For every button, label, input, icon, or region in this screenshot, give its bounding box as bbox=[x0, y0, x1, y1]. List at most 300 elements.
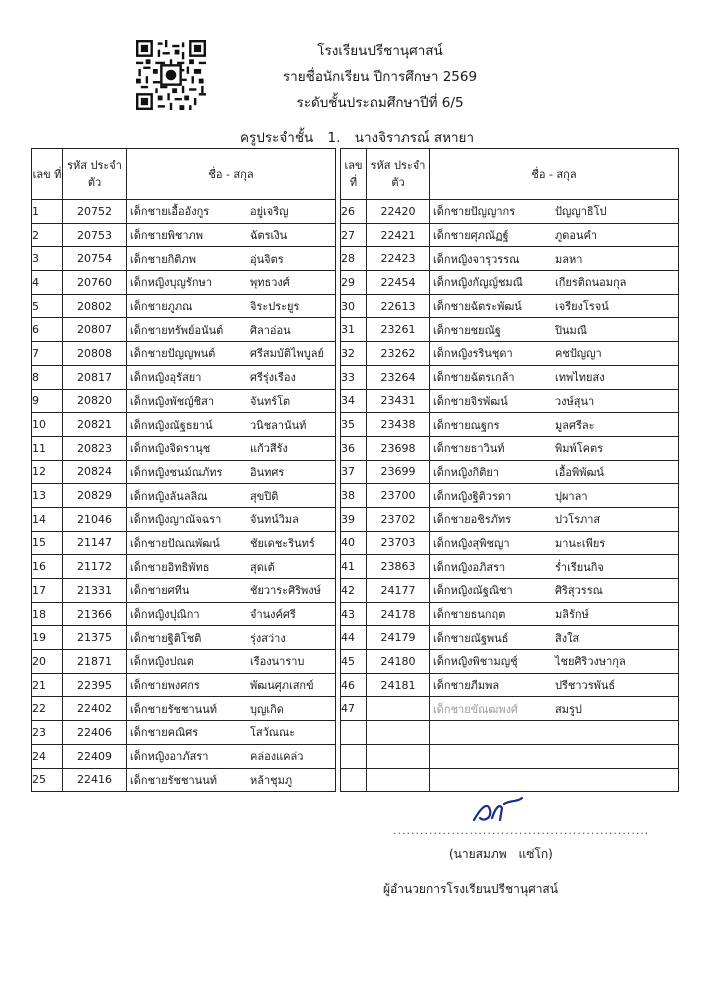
student-number: 31 bbox=[341, 318, 367, 342]
student-number: 11 bbox=[32, 436, 63, 460]
student-first-name: เด็กหญิงณัฐณิชา bbox=[433, 584, 513, 598]
col-header-code: รหัส ประจำตัว bbox=[367, 149, 430, 200]
student-name bbox=[430, 294, 679, 318]
student-number: 38 bbox=[341, 484, 367, 508]
student-last-name: ปวโรภาส bbox=[555, 513, 601, 527]
table-row bbox=[341, 318, 679, 342]
student-name bbox=[127, 768, 336, 792]
student-code: 22421 bbox=[367, 223, 430, 247]
student-code: 23700 bbox=[367, 484, 430, 508]
student-last-name: อินทศร bbox=[250, 465, 285, 479]
student-name bbox=[127, 673, 336, 697]
student-number: 27 bbox=[341, 223, 367, 247]
student-first-name: เด็กชายภีมพล bbox=[433, 679, 500, 693]
student-code bbox=[367, 744, 430, 768]
student-code: 23261 bbox=[367, 318, 430, 342]
student-last-name: ชัยวาระศิริพงษ์ bbox=[250, 584, 321, 598]
student-number: 40 bbox=[341, 531, 367, 555]
student-last-name: เกียรติถนอมกุล bbox=[555, 276, 627, 290]
student-first-name: เด็กชายรัชชานนท์ bbox=[130, 702, 217, 716]
student-first-name: เด็กชายฐิติโชติ bbox=[130, 631, 202, 645]
student-last-name: จิระประยูร bbox=[250, 300, 300, 314]
student-name bbox=[430, 507, 679, 531]
student-first-name: เด็กหญิงฐิติวรดา bbox=[433, 489, 512, 503]
student-name bbox=[430, 200, 679, 224]
student-last-name: สุดเต้ bbox=[250, 560, 275, 574]
student-first-name: เด็กหญิงญาณัจฉรา bbox=[130, 513, 222, 527]
table-row bbox=[341, 697, 679, 721]
student-number: 14 bbox=[32, 507, 63, 531]
table-row bbox=[341, 602, 679, 626]
student-first-name: เด็กชายปัญญพนต์ bbox=[130, 347, 216, 361]
student-name bbox=[127, 413, 336, 437]
student-code: 22454 bbox=[367, 271, 430, 295]
table-row bbox=[341, 389, 679, 413]
student-first-name: เด็กชายภูภณ bbox=[130, 300, 193, 314]
student-number: 17 bbox=[32, 579, 63, 603]
student-number: 10 bbox=[32, 413, 63, 437]
student-first-name: เด็กหญิงณัฐธยาน์ bbox=[130, 418, 213, 432]
student-name bbox=[127, 200, 336, 224]
student-last-name: ไชยศิริวงษากุล bbox=[555, 655, 626, 669]
table-row bbox=[341, 555, 679, 579]
student-number: 39 bbox=[341, 507, 367, 531]
student-name bbox=[430, 342, 679, 366]
student-last-name: สมรูป bbox=[555, 702, 582, 716]
student-first-name: เด็กชายณัฐพนธ์ bbox=[433, 631, 509, 645]
student-last-name: ศรีสมบัติไพบูลย์ bbox=[250, 347, 324, 361]
student-code: 20802 bbox=[63, 294, 127, 318]
class-level: ระดับชั้นประถมศึกษาปีที่ 6/5 bbox=[296, 95, 464, 111]
student-code: 21375 bbox=[63, 626, 127, 650]
student-first-name: เด็กหญิงอุรัสยา bbox=[130, 371, 202, 385]
list-title: รายชื่อนักเรียน ปีการศึกษา 2569 bbox=[282, 69, 478, 85]
student-name bbox=[127, 318, 336, 342]
teacher-number: 1. bbox=[327, 130, 341, 146]
table-row bbox=[341, 223, 679, 247]
student-number: 25 bbox=[32, 768, 63, 792]
student-number: 13 bbox=[32, 484, 63, 508]
table-row bbox=[32, 294, 336, 318]
student-name bbox=[127, 744, 336, 768]
student-first-name: เด็กชายรัชชานนท์ bbox=[130, 773, 217, 787]
student-name bbox=[127, 294, 336, 318]
student-code: 21871 bbox=[63, 650, 127, 674]
student-last-name: ฉัตรเงิน bbox=[250, 229, 288, 243]
table-row bbox=[341, 271, 679, 295]
student-first-name: เด็กหญิงปณต bbox=[130, 655, 194, 669]
student-number: 2 bbox=[32, 223, 63, 247]
student-last-name: ศิลาอ่อน bbox=[250, 323, 291, 337]
table-row bbox=[341, 744, 679, 768]
student-code: 21331 bbox=[63, 579, 127, 603]
student-name bbox=[430, 555, 679, 579]
student-code: 20752 bbox=[63, 200, 127, 224]
roster-table-right bbox=[340, 148, 679, 792]
student-number: 41 bbox=[341, 555, 367, 579]
student-code: 23698 bbox=[367, 436, 430, 460]
student-code: 23702 bbox=[367, 507, 430, 531]
student-name bbox=[127, 721, 336, 745]
student-number bbox=[341, 768, 367, 792]
student-code: 20821 bbox=[63, 413, 127, 437]
student-number: 45 bbox=[341, 650, 367, 674]
student-code: 21172 bbox=[63, 555, 127, 579]
student-code: 22409 bbox=[63, 744, 127, 768]
student-first-name: เด็กหญิงบุญรักษา bbox=[130, 276, 212, 290]
student-number: 46 bbox=[341, 673, 367, 697]
student-name bbox=[430, 223, 679, 247]
table-row bbox=[341, 626, 679, 650]
roster-table-left bbox=[31, 148, 336, 792]
student-first-name: เด็กหญิงสุพิชญา bbox=[433, 536, 510, 550]
student-code: 21046 bbox=[63, 507, 127, 531]
student-first-name: เด็กชายธาวินท์ bbox=[433, 442, 505, 456]
student-number: 33 bbox=[341, 365, 367, 389]
student-name bbox=[430, 744, 679, 768]
student-code: 22423 bbox=[367, 247, 430, 271]
student-number: 12 bbox=[32, 460, 63, 484]
student-code: 20820 bbox=[63, 389, 127, 413]
student-number: 28 bbox=[341, 247, 367, 271]
table-row bbox=[32, 697, 336, 721]
student-last-name: ร่ำเรียนกิจ bbox=[555, 560, 604, 574]
table-row bbox=[32, 507, 336, 531]
table-row bbox=[32, 318, 336, 342]
table-row bbox=[341, 721, 679, 745]
table-row bbox=[32, 650, 336, 674]
student-name bbox=[430, 531, 679, 555]
teacher-label: ครูประจำชั้น bbox=[240, 130, 314, 146]
student-first-name: เด็กชายจิรพัฒน์ bbox=[433, 394, 508, 408]
student-code: 24177 bbox=[367, 579, 430, 603]
student-code: 20808 bbox=[63, 342, 127, 366]
student-last-name: คล่องแคล่ว bbox=[250, 750, 304, 764]
student-name bbox=[430, 365, 679, 389]
student-code: 23863 bbox=[367, 555, 430, 579]
student-number: 5 bbox=[32, 294, 63, 318]
student-last-name: ชัยเดชะรินทร์ bbox=[250, 536, 315, 550]
student-code: 20817 bbox=[63, 365, 127, 389]
student-code: 20829 bbox=[63, 484, 127, 508]
student-last-name: พิมพ์โคตร bbox=[555, 442, 604, 456]
student-first-name: เด็กชายทรัพย์อนันต์ bbox=[130, 323, 224, 337]
table-row bbox=[32, 626, 336, 650]
student-last-name: เอื้อพิพัฒน์ bbox=[555, 465, 604, 479]
table-row bbox=[32, 365, 336, 389]
student-name bbox=[430, 271, 679, 295]
student-last-name: สุขปิติ bbox=[250, 489, 279, 503]
table-row bbox=[32, 460, 336, 484]
student-last-name: เรืองนาราบ bbox=[250, 655, 305, 669]
student-code: 23431 bbox=[367, 389, 430, 413]
student-number: 36 bbox=[341, 436, 367, 460]
student-first-name: เด็กชายอิทธิพัทธ bbox=[130, 560, 210, 574]
student-name bbox=[127, 271, 336, 295]
student-first-name: เด็กหญิงชนม์ณภัทร bbox=[130, 465, 223, 479]
student-last-name: บุญเกิด bbox=[250, 702, 284, 716]
table-row bbox=[341, 531, 679, 555]
student-code: 24180 bbox=[367, 650, 430, 674]
table-row bbox=[32, 579, 336, 603]
signature-mark bbox=[470, 796, 530, 826]
student-name bbox=[127, 460, 336, 484]
student-name bbox=[430, 673, 679, 697]
student-number: 34 bbox=[341, 389, 367, 413]
student-first-name: เด็กชายศุภณัฏฐ์ bbox=[433, 229, 509, 243]
student-number: 43 bbox=[341, 602, 367, 626]
student-last-name: อุ่นจิตร bbox=[250, 252, 284, 266]
table-row bbox=[32, 484, 336, 508]
table-row bbox=[341, 579, 679, 603]
student-code: 23703 bbox=[367, 531, 430, 555]
student-name bbox=[127, 247, 336, 271]
student-number: 7 bbox=[32, 342, 63, 366]
student-name bbox=[127, 389, 336, 413]
student-number: 42 bbox=[341, 579, 367, 603]
table-row bbox=[341, 460, 679, 484]
student-first-name: เด็กชายฉัตรเกล้า bbox=[433, 371, 515, 385]
student-number: 9 bbox=[32, 389, 63, 413]
student-code: 22416 bbox=[63, 768, 127, 792]
student-last-name: มลิรักษ์ bbox=[555, 608, 589, 622]
signature-line: ......................................................... bbox=[393, 824, 650, 837]
student-code: 23699 bbox=[367, 460, 430, 484]
col-header-no: เลข ที่ bbox=[341, 149, 367, 200]
student-name bbox=[127, 342, 336, 366]
col-header-code: รหัส ประจำตัว bbox=[63, 149, 127, 200]
table-row bbox=[32, 436, 336, 460]
student-number: 29 bbox=[341, 271, 367, 295]
student-first-name: เด็กชายศทีน bbox=[130, 584, 190, 598]
student-last-name: วงษ์สุนา bbox=[555, 394, 595, 408]
student-number bbox=[341, 721, 367, 745]
student-name bbox=[127, 223, 336, 247]
student-number: 3 bbox=[32, 247, 63, 271]
student-first-name: เด็กชายธนกฤต bbox=[433, 608, 506, 622]
table-row bbox=[341, 507, 679, 531]
student-name bbox=[127, 579, 336, 603]
table-row bbox=[341, 342, 679, 366]
table-row bbox=[32, 555, 336, 579]
table-row bbox=[341, 650, 679, 674]
student-first-name: เด็กหญิงรรินชุดา bbox=[433, 347, 513, 361]
student-number: 6 bbox=[32, 318, 63, 342]
student-name bbox=[127, 436, 336, 460]
student-last-name: เจรียงโรจน์ bbox=[555, 300, 609, 314]
table-row bbox=[32, 673, 336, 697]
student-code: 23264 bbox=[367, 365, 430, 389]
student-last-name: ภูดอนคำ bbox=[555, 229, 598, 243]
student-last-name: อยู่เจริญ bbox=[250, 205, 289, 219]
table-row bbox=[32, 342, 336, 366]
student-first-name: เด็กชายณฐกร bbox=[433, 418, 500, 432]
student-name bbox=[430, 650, 679, 674]
student-name bbox=[430, 389, 679, 413]
student-number bbox=[341, 744, 367, 768]
student-last-name: มูลศรีละ bbox=[555, 418, 595, 432]
student-code: 24181 bbox=[367, 673, 430, 697]
student-code: 20823 bbox=[63, 436, 127, 460]
student-code: 20753 bbox=[63, 223, 127, 247]
table-row bbox=[32, 744, 336, 768]
student-name bbox=[127, 531, 336, 555]
table-row bbox=[341, 200, 679, 224]
col-header-no: เลข ที่ bbox=[32, 149, 63, 200]
student-name bbox=[127, 484, 336, 508]
table-row bbox=[341, 768, 679, 792]
student-code: 22402 bbox=[63, 697, 127, 721]
student-name bbox=[430, 697, 679, 721]
student-last-name: มลหา bbox=[555, 252, 583, 266]
student-number: 30 bbox=[341, 294, 367, 318]
table-row bbox=[32, 247, 336, 271]
student-number: 24 bbox=[32, 744, 63, 768]
student-first-name: เด็กหญิงอาภัสรา bbox=[130, 750, 209, 764]
table-row bbox=[341, 436, 679, 460]
student-last-name: ศิริสุวรรณ bbox=[555, 584, 603, 598]
table-row bbox=[341, 247, 679, 271]
student-name bbox=[430, 413, 679, 437]
student-name bbox=[127, 697, 336, 721]
student-code: 23262 bbox=[367, 342, 430, 366]
table-row bbox=[32, 768, 336, 792]
student-first-name: เด็กหญิงปุณิกา bbox=[130, 608, 200, 622]
student-code: 24179 bbox=[367, 626, 430, 650]
student-name bbox=[430, 721, 679, 745]
student-number: 22 bbox=[32, 697, 63, 721]
student-last-name: พุทธวงศ์ bbox=[250, 276, 290, 290]
table-row bbox=[32, 223, 336, 247]
student-code: 22420 bbox=[367, 200, 430, 224]
student-first-name: เด็กชายพงศกร bbox=[130, 679, 200, 693]
student-number: 4 bbox=[32, 271, 63, 295]
student-first-name: เด็กชายเอื้ออังกูร bbox=[130, 205, 210, 219]
student-code: 22395 bbox=[63, 673, 127, 697]
signatory-title: ผู้อำนวยการโรงเรียนปรีชานุศาสน์ bbox=[383, 882, 558, 896]
student-code bbox=[367, 697, 430, 721]
student-number: 23 bbox=[32, 721, 63, 745]
student-first-name: เด็กหญิงกัญญ์ชมณี bbox=[433, 276, 523, 290]
table-row bbox=[32, 271, 336, 295]
table-row bbox=[341, 413, 679, 437]
student-first-name: เด็กหญิงจารุวรรณ bbox=[433, 252, 520, 266]
student-first-name: เด็กหญิงอภิสรา bbox=[433, 560, 506, 574]
student-first-name: เด็กหญิงพัชญ์ชิสา bbox=[130, 394, 215, 408]
student-last-name: มานะเพียร bbox=[555, 536, 606, 550]
student-number: 20 bbox=[32, 650, 63, 674]
table-row bbox=[341, 484, 679, 508]
student-code bbox=[367, 721, 430, 745]
student-name bbox=[430, 484, 679, 508]
student-number: 44 bbox=[341, 626, 367, 650]
student-name bbox=[127, 602, 336, 626]
student-number: 21 bbox=[32, 673, 63, 697]
student-name bbox=[127, 507, 336, 531]
student-last-name: ปัญญาธิโป bbox=[555, 205, 607, 219]
student-name bbox=[430, 579, 679, 603]
student-first-name: เด็กชายปัญญากร bbox=[433, 205, 516, 219]
student-first-name: เด็กหญิงกิติยา bbox=[433, 465, 499, 479]
table-row bbox=[32, 413, 336, 437]
student-code: 20754 bbox=[63, 247, 127, 271]
table-row bbox=[32, 200, 336, 224]
student-name bbox=[127, 626, 336, 650]
student-first-name: เด็กหญิงลันลลิณ bbox=[130, 489, 208, 503]
table-row bbox=[32, 602, 336, 626]
student-code: 21147 bbox=[63, 531, 127, 555]
student-name bbox=[430, 460, 679, 484]
student-first-name: เด็กชายฉัตระพัฒน์ bbox=[433, 300, 522, 314]
student-last-name: ศรีรุ่งเรือง bbox=[250, 371, 296, 385]
student-last-name: จำนงค์ศรี bbox=[250, 608, 296, 622]
student-last-name: จันทน์วิมล bbox=[250, 513, 299, 527]
student-last-name: แก้วสีรัง bbox=[250, 442, 288, 456]
student-name bbox=[430, 768, 679, 792]
student-last-name: พัฒนศุภเสกข์ bbox=[250, 679, 314, 693]
student-code: 22613 bbox=[367, 294, 430, 318]
student-last-name: ปุผาลา bbox=[555, 489, 588, 503]
homeroom-teacher bbox=[240, 126, 484, 148]
student-last-name: โสวัณณะ bbox=[250, 726, 296, 740]
student-number: 35 bbox=[341, 413, 367, 437]
student-number: 15 bbox=[32, 531, 63, 555]
student-number: 18 bbox=[32, 602, 63, 626]
student-first-name: เด็กหญิงจิดรานุช bbox=[130, 442, 211, 456]
table-row bbox=[32, 721, 336, 745]
student-number: 1 bbox=[32, 200, 63, 224]
student-last-name: ปินมณี bbox=[555, 323, 587, 337]
student-name bbox=[127, 365, 336, 389]
student-code: 24178 bbox=[367, 602, 430, 626]
student-last-name: สิงใส bbox=[555, 631, 580, 645]
student-name bbox=[430, 247, 679, 271]
student-code: 20760 bbox=[63, 271, 127, 295]
student-code: 21366 bbox=[63, 602, 127, 626]
student-first-name: เด็กชายปัณณพัฒน์ bbox=[130, 536, 220, 550]
student-first-name: เด็กชายกิติภพ bbox=[130, 252, 196, 266]
student-number: 8 bbox=[32, 365, 63, 389]
student-last-name: จันทร์โต bbox=[250, 394, 291, 408]
student-name bbox=[430, 626, 679, 650]
student-first-name: เด็กชายอชิรภัทร bbox=[433, 513, 512, 527]
student-code: 20807 bbox=[63, 318, 127, 342]
student-last-name: วนิชลานันท์ bbox=[250, 418, 307, 432]
student-first-name: เด็กหญิงพิชามญชุ์ bbox=[433, 655, 518, 669]
col-header-name: ชื่อ - สกุล bbox=[430, 149, 679, 200]
student-code bbox=[367, 768, 430, 792]
table-row bbox=[341, 294, 679, 318]
student-name bbox=[430, 318, 679, 342]
student-name bbox=[430, 436, 679, 460]
col-header-name: ชื่อ - สกุล bbox=[127, 149, 336, 200]
signatory-name: (นายสมภพ แซ่โก) bbox=[449, 847, 553, 861]
table-row bbox=[341, 673, 679, 697]
student-first-name: เด็กชายพิชาภพ bbox=[130, 229, 204, 243]
student-number: 37 bbox=[341, 460, 367, 484]
student-last-name: หล้าชุมภู bbox=[250, 773, 293, 787]
table-row bbox=[32, 531, 336, 555]
student-number: 32 bbox=[341, 342, 367, 366]
table-row bbox=[32, 389, 336, 413]
student-number: 26 bbox=[341, 200, 367, 224]
student-name bbox=[127, 555, 336, 579]
student-last-name: รุ่งสว่าง bbox=[250, 631, 286, 645]
school-name: โรงเรียนปรีชานุศาสน์ bbox=[317, 43, 443, 59]
student-name bbox=[127, 650, 336, 674]
student-name bbox=[430, 602, 679, 626]
student-last-name: เทพไทยสง bbox=[555, 371, 605, 385]
